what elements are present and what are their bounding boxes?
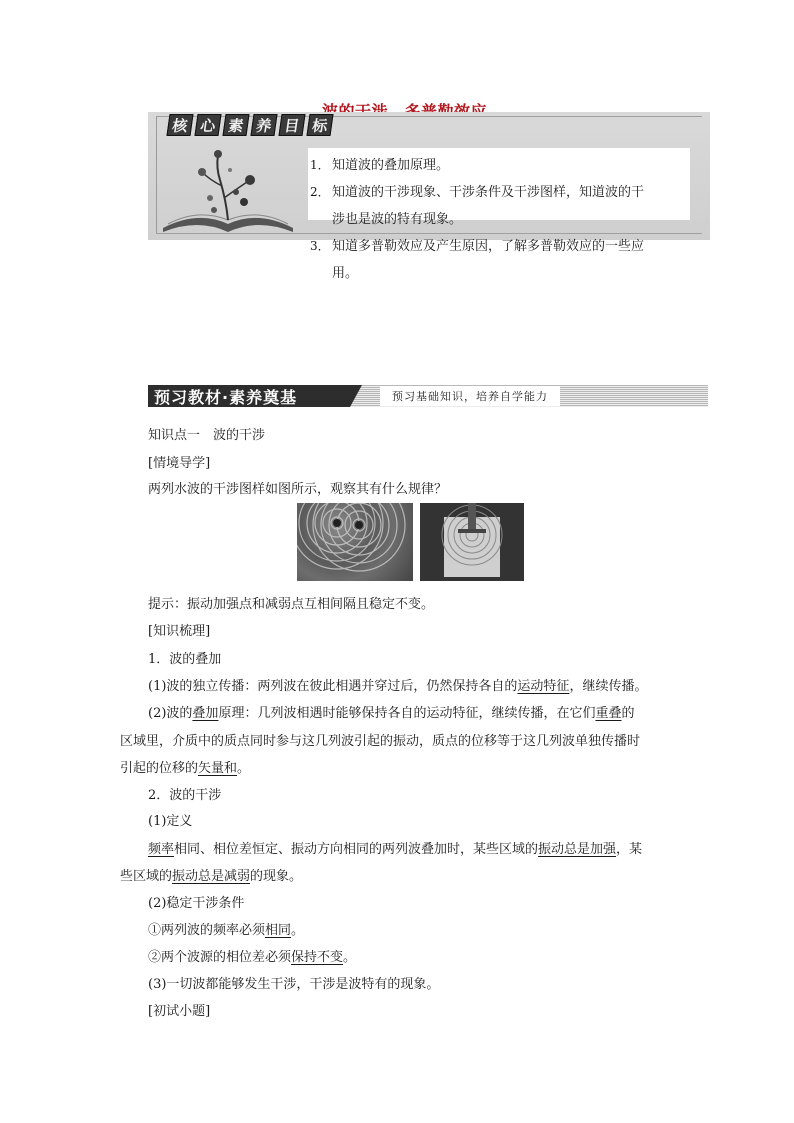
knowledge-label: [知识梳理] [148,624,211,639]
water-wave-interference-photo-2 [420,503,524,581]
condition-1: ①两列波的频率必须相同。 [148,923,305,938]
objective-item-continuation: 涉也是波的特有现象。 [332,212,463,227]
paragraph-independent-propagation: (1)波的独立传播：两列波在彼此相遇并穿过后，仍然保持各自的运动特征，继续传播。 [148,679,648,694]
stable-interference-conditions: (2)稳定干涉条件 [148,896,245,911]
trial-questions-label: [初试小题] [148,1004,211,1019]
heading-wave-interference: 2．波的干涉 [148,788,222,803]
banner-char: 素 [222,114,249,136]
banner-char: 心 [194,114,221,136]
condition-2: ②两个波源的相位差必须保持不变。 [148,950,357,965]
objectives-list [310,152,685,287]
banner-char: 核 [166,114,193,136]
paragraph-all-waves-interfere: (3)一切波都能够发生干涉，干涉是波特有的现象。 [148,977,440,992]
banner-char: 养 [250,114,277,136]
paragraph-superposition-line3: 引起的位移的矢量和。 [120,761,251,776]
objective-item: 1． 知道波的叠加原理。 [310,158,450,173]
objective-item-continuation: 用。 [332,266,359,281]
paragraph-superposition-principle: (2)波的叠加原理：几列波相遇时能够保持各自的运动特征，继续传播，在它们重叠的 [148,706,635,721]
definition-label: (1)定义 [148,814,193,829]
hint-text: 提示：振动加强点和减弱点互相间隔且稳定不变。 [148,597,435,612]
water-wave-interference-photo-1 [297,503,413,581]
situation-label: [情境导学] [148,456,211,471]
section-header [148,385,708,407]
banner-heading [168,114,332,136]
paragraph-superposition-line2: 区域里，介质中的质点同时参与这几列波引起的振动，质点的位移等于这几列波单独传播时 [120,734,641,749]
section-title: 预习教材·素养奠基 [148,385,350,407]
open-book-flower-illustration [158,140,298,236]
question-text: 两列水波的干涉图样如图所示，观察其有什么规律？ [148,482,448,497]
section-subtitle: 预习基础知识，培养自学能力 [380,386,560,406]
banner-char: 标 [306,114,333,136]
definition-line1: 频率相同、相位差恒定、振动方向相同的两列波叠加时，某些区域的振动总是加强，某 [148,842,643,857]
banner-char: 目 [278,114,305,136]
knowledge-point-title: 知识点一 波的干涉 [148,428,266,443]
definition-line2: 些区域的振动总是减弱的现象。 [120,869,303,884]
objective-item: 2． 知道波的干涉现象、干涉条件及干涉图样，知道波的干 [310,185,645,200]
heading-wave-superposition: 1．波的叠加 [148,652,222,667]
objective-item: 3． 知道多普勒效应及产生原因，了解多普勒效应的一些应 [310,239,645,254]
